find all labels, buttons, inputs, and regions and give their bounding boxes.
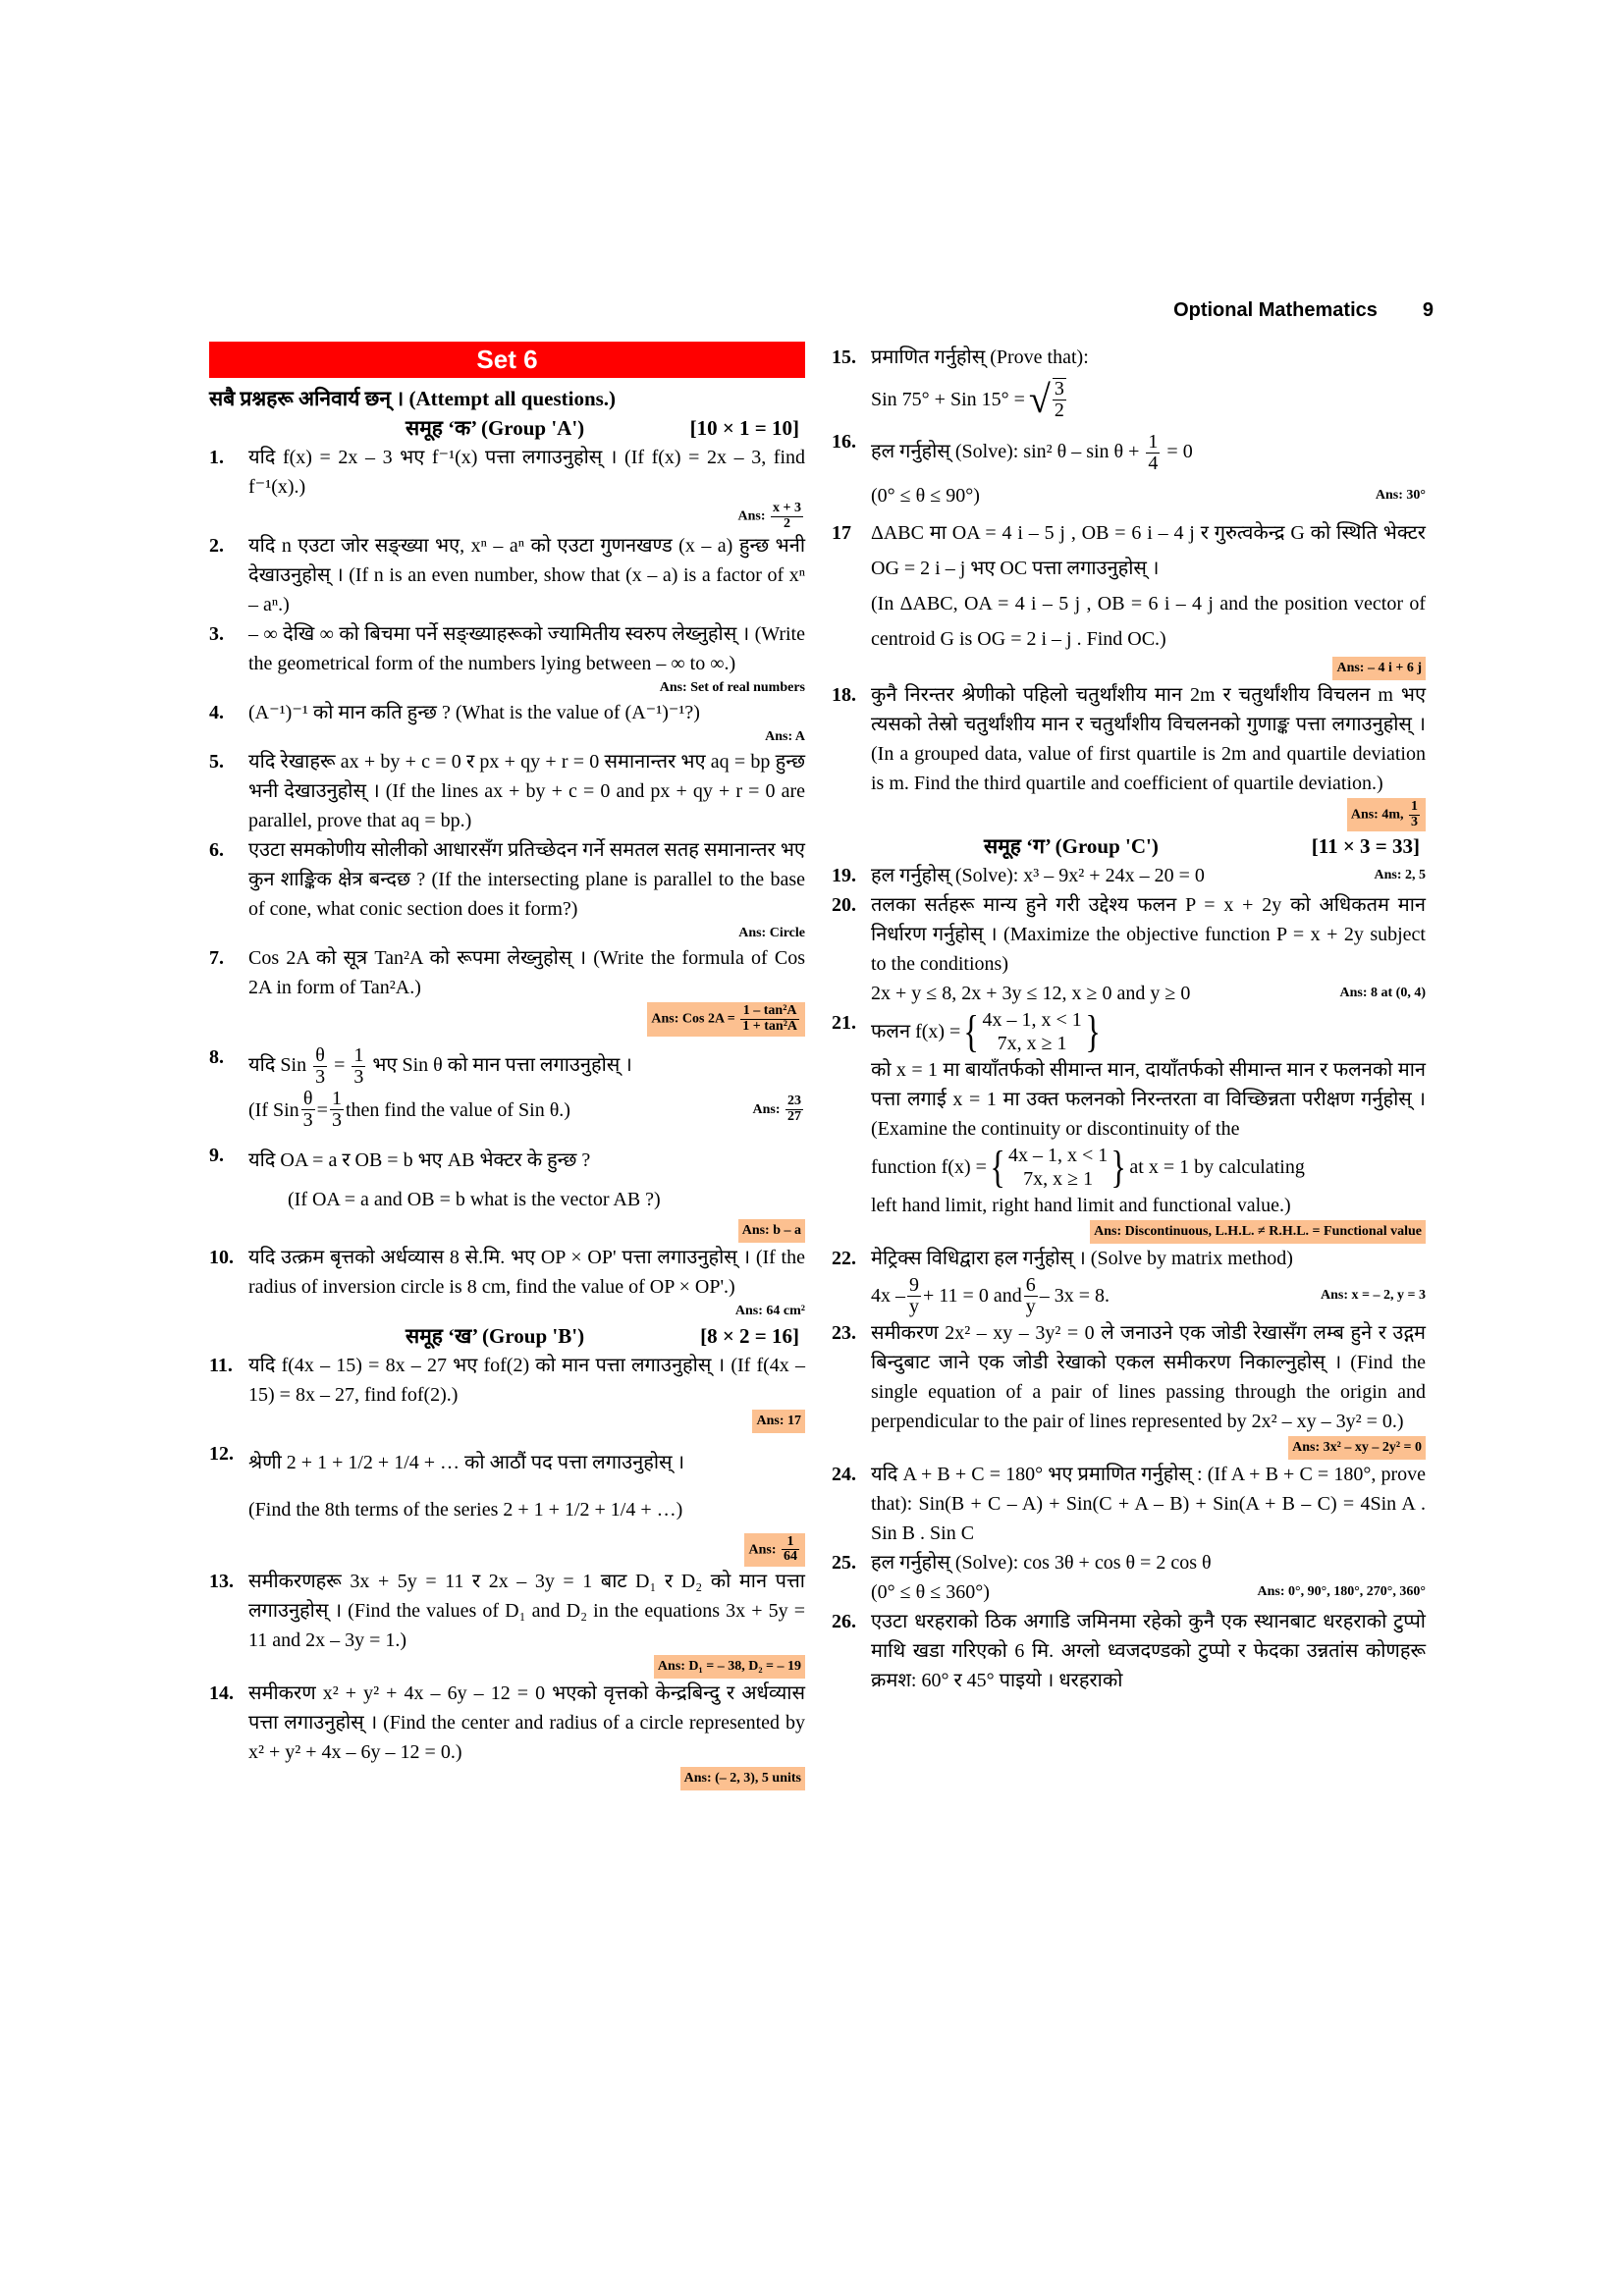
answer-label: Ans: (752, 1101, 781, 1117)
answer-label: Ans: (748, 1542, 777, 1558)
answer-numerator: 1 (1411, 799, 1418, 814)
fraction-num: 9 (909, 1273, 919, 1296)
question-6 (209, 835, 805, 943)
answer (248, 502, 805, 531)
question-number: 8. (209, 1045, 224, 1068)
question-text: समीकरण 2x² – xy – 3y² = 0 ले जनाउने एक जोडी रेखासँग लम्ब हुने र उद्गम बिन्दुबाट जाने एक जोडी रेखाको एकल समीकरण निकाल्नुहोस् । (Find the single equation of a pair of lines passing through the origin and perpendicular to the pair of lines represented by 2x² – xy – 3y² = 0.) (871, 1322, 1426, 1433)
case-1: 4x – 1, x < 1 (982, 1009, 1082, 1032)
text-en-a: (If Sin (248, 1098, 299, 1121)
fraction-num: 1 (353, 1043, 364, 1066)
question-number: 4. (209, 702, 224, 724)
page-number: 9 (1422, 299, 1434, 321)
question-text: हल गर्नुहोस् (Solve): x³ – 9x² + 24x – 20 = 0 (871, 865, 1205, 887)
answer: Ans: – 4 i + 6 j (1332, 657, 1426, 680)
question-number: 7. (209, 947, 224, 970)
group-label: समूह ‘ख’ (Group 'B') (406, 1323, 585, 1348)
range: (0° ≤ θ ≤ 360°) (871, 1581, 990, 1604)
answer: Ans: 30° (1375, 488, 1426, 503)
question-text-ne: यदि OA = a र OB = b भए AB भेक्टर के हुन्छ ? (248, 1148, 591, 1171)
set-title-banner: Set 6 (209, 342, 805, 378)
question-5 (209, 747, 805, 835)
question-number: 15. (832, 347, 856, 368)
question-26 (832, 1607, 1426, 1695)
answer: Ans: Set of real numbers (659, 680, 805, 696)
text-en-b: then find the value of Sin θ.) (345, 1098, 570, 1121)
question-number: 14. (209, 1682, 234, 1705)
group-label: समूह ‘क’ (Group 'A') (406, 416, 585, 440)
question-text-en: (In ΔABC, OA = 4 i – 5 j , OB = 6 i – 4 j and the position vector of centroid G is OG = 2 i – j . Find OC.) (871, 593, 1426, 650)
fraction-den: 3 (353, 1065, 364, 1088)
question-text: एउटा धरहराको ठिक अगाडि जमिनमा रहेको कुनै एक स्थानबाट धरहराको टुप्पो माथि खडा गरिएको 6 मि. अग्लो ध्वजदण्डको टुप्पो र फेदका उन्नतांस कोणहरू क्रमश: 60° र 45° पाइयो । धरहराको (871, 1611, 1426, 1692)
answer: Ans: x = – 2, y = 3 (1321, 1288, 1426, 1304)
question-number: 3. (209, 623, 224, 646)
answer-numerator: 1 (782, 1535, 799, 1551)
question-text: यदि n एउटा जोर सङ्ख्या भए, xⁿ – aⁿ को एउटा गुणनखण्ड (x – a) हुन्छ भनी देखाउनुहोस् । (If n is an even number, show that (x – a) is a factor of xⁿ – aⁿ.) (248, 535, 805, 616)
question-10 (209, 1243, 805, 1321)
question-17 (832, 515, 1426, 680)
eq-c: – 3x = 8. (1039, 1285, 1110, 1308)
text-ne-a: यदि Sin (248, 1053, 307, 1076)
fraction-den: y (909, 1295, 919, 1317)
answer: Ans: A (765, 729, 805, 745)
question-number: 26. (832, 1611, 856, 1633)
answer-numerator: x + 3 (773, 501, 801, 515)
text-post-ne: को x = 1 मा बायाँतर्फको सीमान्त मान, दायाँतर्फको सीमान्त मान र फलनको मान पत्ता लगाई x = 1 मा उक्त फलनको निरन्तरता वा विच्छिन्नता परीक्षण गर्नुहोस् । (Examine the continuity or discontinuity of the (871, 1059, 1426, 1141)
question-number: 5. (209, 751, 224, 774)
question-2 (209, 531, 805, 619)
question-7 (209, 943, 805, 1036)
left-brace-icon: { (963, 1006, 980, 1057)
eq-b: + 11 = 0 and (923, 1285, 1022, 1308)
answer-denominator: 64 (784, 1549, 797, 1565)
instruction (209, 384, 805, 413)
answer-denominator: 2 (784, 515, 790, 531)
question-4 (209, 698, 805, 747)
group-marks: [10 × 1 = 10] (689, 416, 799, 440)
answer-denominator: 27 (787, 1109, 801, 1125)
fraction-num: θ (313, 1045, 327, 1067)
left-brace-icon: { (990, 1142, 1005, 1193)
question-text-en: (Find the 8th terms of the series 2 + 1 + 1/2 + 1/4 + …) (248, 1498, 683, 1521)
question-19 (832, 861, 1426, 890)
question-number: 13. (209, 1571, 234, 1593)
question-9 (209, 1141, 805, 1243)
text-ne-b: भए Sin θ को मान पत्ता लगाउनुहोस् । (372, 1053, 632, 1076)
fraction-den: 3 (331, 1109, 342, 1132)
answer-numerator: 23 (787, 1094, 801, 1109)
equals: = (316, 1098, 328, 1121)
question-15 (832, 343, 1426, 427)
question-text: – ∞ देखि ∞ को बिचमा पर्ने सङ्ख्याहरूको ज्यामितीय स्वरुप लेख्नुहोस् । (Write the geometrical form of the numbers lying between – ∞ to ∞.) (248, 623, 805, 675)
question-text: यदि f(4x – 15) = 8x – 27 भए fof(2) को मान पत्ता लगाउनुहोस् । (If f(4x – 15) = 8x – 27, find fof(2).) (248, 1354, 805, 1406)
answer: Ans: b – a (738, 1219, 805, 1243)
question-3 (209, 619, 805, 698)
answer-label: Ans: (737, 508, 766, 524)
question-8 (209, 1042, 805, 1133)
answer-denominator: 1 + tan²A (742, 1019, 797, 1035)
fraction-num: 1 (331, 1088, 342, 1110)
question-number: 25. (832, 1552, 856, 1575)
question-number: 6. (209, 839, 224, 862)
answer-label: Ans: 4m, (1350, 807, 1404, 823)
page-header (1080, 299, 1434, 322)
question-text: प्रमाणित गर्नुहोस् (Prove that): (871, 347, 1089, 368)
fraction-num: 1 (1148, 430, 1159, 453)
answer: Ans: 3x² – xy – 2y² = 0 (1288, 1436, 1426, 1460)
fraction-den: 3 (315, 1065, 326, 1088)
question-13 (209, 1567, 805, 1679)
range: (0° ≤ θ ≤ 90°) (871, 485, 980, 507)
group-a-heading (209, 413, 805, 443)
text-pre-en: function f(x) = (871, 1156, 987, 1179)
question-text: Cos 2A को सूत्र Tan²A को रूपमा लेख्नुहोस् । (Write the formula of Cos 2A in form of Tan²A.) (248, 947, 805, 999)
question-25 (832, 1548, 1426, 1607)
question-number: 20. (832, 894, 856, 917)
text-post-en: at x = 1 by calculating (1129, 1156, 1305, 1179)
answer-denominator: 3 (1411, 814, 1418, 829)
fraction-den: y (1025, 1295, 1036, 1317)
answer: Ans: 64 cm² (734, 1303, 805, 1318)
question-text: समीकरणहरू 3x + 5y = 11 र 2x – 3y = 1 बाट D₁ र D₂ को मान पत्ता लगाउनुहोस् । (Find the values of D₁ and D₂ in the equations 3x + 5y = 11 and 2x – 3y = 1.) (248, 1571, 805, 1652)
question-number: 9. (209, 1144, 224, 1166)
question-14 (209, 1679, 805, 1790)
answer: Ans: 2, 5 (1374, 868, 1426, 883)
question-number: 24. (832, 1464, 856, 1486)
fraction-den: 4 (1148, 452, 1159, 474)
answer: Ans: (– 2, 3), 5 units (680, 1767, 805, 1790)
instruction-en: (Attempt all questions.) (408, 387, 617, 410)
answer-label: Ans: Cos 2A = (651, 1011, 735, 1027)
answer: Ans: Discontinuous, L.H.L. ≠ R.H.L. = Functional value (1090, 1220, 1426, 1244)
question-21 (832, 1008, 1426, 1244)
equals: = (334, 1053, 346, 1076)
question-number: 19. (832, 865, 856, 887)
question-text: समीकरण x² + y² + 4x – 6y – 12 = 0 भएको वृत्तको केन्द्रबिन्दु र अर्धव्यास पत्ता लगाउनुहोस् । (Find the center and radius of a circle represented by x² + y² + 4x – 6y – 12 = 0.) (248, 1682, 805, 1764)
question-23 (832, 1318, 1426, 1460)
question-text: यदि रेखाहरू ax + by + c = 0 र px + qy + r = 0 समानान्तर भए aq = bp हुन्छ भनी देखाउनुहोस् । (If the lines ax + by + c = 0 and px + qy + r = 0 are parallel, prove that aq = bp.) (248, 751, 805, 832)
answer: Ans: 17 (752, 1410, 805, 1433)
expression: Sin 75° + Sin 15° = (871, 389, 1025, 410)
question-20 (832, 890, 1426, 1008)
right-brace-icon: } (1085, 1006, 1101, 1057)
book-title: Optional Mathematics (1173, 299, 1378, 321)
radicand-num: 3 (1054, 378, 1064, 400)
question-text: तलका सर्तहरू मान्य हुने गरी उद्देश्य फलन P = x + 2y को अधिकतम मान निर्धारण गर्नुहोस् । (Maximize the objective function P = x + 2y subject to the conditions) (871, 894, 1426, 976)
question-number: 16. (832, 431, 856, 453)
answer-highlight (647, 1002, 805, 1036)
question-number: 18. (832, 684, 856, 706)
case-1: 4x – 1, x < 1 (1008, 1145, 1109, 1167)
left-column (209, 342, 805, 1790)
question-number: 21. (832, 1012, 856, 1035)
text-pre-ne: फलन f(x) = (871, 1021, 961, 1043)
answer: Ans: D₁ = – 38, D₂ = – 19 (654, 1655, 805, 1679)
question-text-ne: श्रेणी 2 + 1 + 1/2 + 1/4 + … को आठौं पद पत्ता लगाउनुहोस् । (248, 1451, 685, 1473)
group-c-heading (832, 831, 1426, 861)
question-text: एउटा समकोणीय सोलीको आधारसँग प्रतिच्छेदन गर्ने समतल सतह समानान्तर भए कुन शाङ्किक क्षेत्र बन्दछ ? (If the intersecting plane is parallel to the base of cone, what conic section does it form?) (248, 839, 805, 921)
question-number: 11. (209, 1354, 233, 1376)
sqrt-icon: √ (1028, 377, 1051, 421)
answer-numerator: 1 – tan²A (740, 1004, 799, 1020)
question-11 (209, 1351, 805, 1433)
question-number: 1. (209, 447, 224, 468)
question-number: 17 (832, 522, 851, 544)
question-18 (832, 680, 1426, 831)
fraction-den: 3 (302, 1109, 313, 1132)
question-text: कुनै निरन्तर श्रेणीको पहिलो चतुर्थांशीय मान 2m र चतुर्थांशीय विचलन m भए त्यसको तेस्रो चतुर्थांशीय मान र चतुर्थांशीय विचलनको गुणाङ्क पत्ता लगाउनुहोस् । (In a grouped data, value of first quartile is 2m and quartile deviation is m. Find the third quartile and coefficient of quartile deviation.) (871, 684, 1426, 794)
question-16 (832, 427, 1426, 515)
answer: Ans: 0°, 90°, 180°, 270°, 360° (1257, 1584, 1426, 1600)
question-number: 2. (209, 535, 224, 558)
question-number: 22. (832, 1248, 856, 1270)
conditions: 2x + y ≤ 8, 2x + 3y ≤ 12, x ≥ 0 and y ≥ 0 (871, 983, 1191, 1005)
case-2: 7x, x ≥ 1 (997, 1033, 1067, 1055)
question-text: यदि उत्क्रम बृत्तको अर्धव्यास 8 से.मि. भए OP × OP' पत्ता लगाउनुहोस् । (If the radius of inversion circle is 8 cm, find the value of OP × OP'.) (248, 1246, 805, 1298)
question-text: हल गर्नुहोस् (Solve): cos 3θ + cos θ = 2 cos θ (871, 1552, 1212, 1575)
equation-tail: = 0 (1166, 441, 1193, 462)
instruction-ne: सबै प्रश्नहरू अनिवार्य छन् । (209, 387, 405, 410)
question-text: यदि A + B + C = 180° भए प्रमाणित गर्नुहोस् : (If A + B + C = 180°, prove that): Sin(B + C – A) + Sin(C + A – B) + Sin(A + B – C) = 4Sin A . Sin B . Sin C (871, 1464, 1426, 1545)
fraction-num: 6 (1025, 1273, 1036, 1296)
question-1 (209, 443, 805, 531)
question-22 (832, 1244, 1426, 1318)
answer: Ans: Circle (738, 926, 805, 941)
answer-highlight (1347, 798, 1426, 831)
question-12 (209, 1439, 805, 1567)
question-number: 10. (209, 1246, 234, 1268)
question-text: मेट्रिक्स विधिद्वारा हल गर्नुहोस् । (Solve by matrix method) (871, 1248, 1293, 1270)
group-marks: [8 × 2 = 16] (700, 1323, 799, 1348)
fraction-num: θ (301, 1089, 315, 1110)
question-text-ne: ΔABC मा OA = 4 i – 5 j , OB = 6 i – 4 j र गुरुत्वकेन्द्र G को स्थिति भेक्टर OG = 2 i – j भए OC पत्ता लगाउनुहोस् । (871, 522, 1426, 579)
answer: Ans: 8 at (0, 4) (1339, 986, 1426, 1001)
question-24 (832, 1460, 1426, 1548)
text-tail-en: left hand limit, right hand limit and functional value.) (871, 1195, 1291, 1217)
group-marks: [11 × 3 = 33] (1311, 834, 1420, 859)
question-text-en: (If OA = a and OB = b what is the vector AB ?) (288, 1188, 661, 1210)
question-text: यदि f(x) = 2x – 3 भए f⁻¹(x) पत्ता लगाउनुहोस् । (If f(x) = 2x – 3, find f⁻¹(x).) (248, 447, 805, 498)
radicand-den: 2 (1054, 400, 1064, 421)
question-text: (A⁻¹)⁻¹ को मान कति हुन्छ ? (What is the value of (A⁻¹)⁻¹?) (248, 702, 700, 724)
question-text: हल गर्नुहोस् (Solve): sin² θ – sin θ + (871, 441, 1140, 462)
eq-a: 4x – (871, 1285, 905, 1308)
case-2: 7x, x ≥ 1 (1023, 1168, 1094, 1191)
right-brace-icon: } (1110, 1142, 1127, 1193)
right-column (832, 343, 1426, 1695)
group-b-heading (209, 1321, 805, 1351)
answer-highlight (744, 1533, 805, 1567)
question-number: 23. (832, 1322, 856, 1345)
question-number: 12. (209, 1442, 234, 1465)
group-label: समूह ‘ग’ (Group 'C') (984, 834, 1159, 859)
